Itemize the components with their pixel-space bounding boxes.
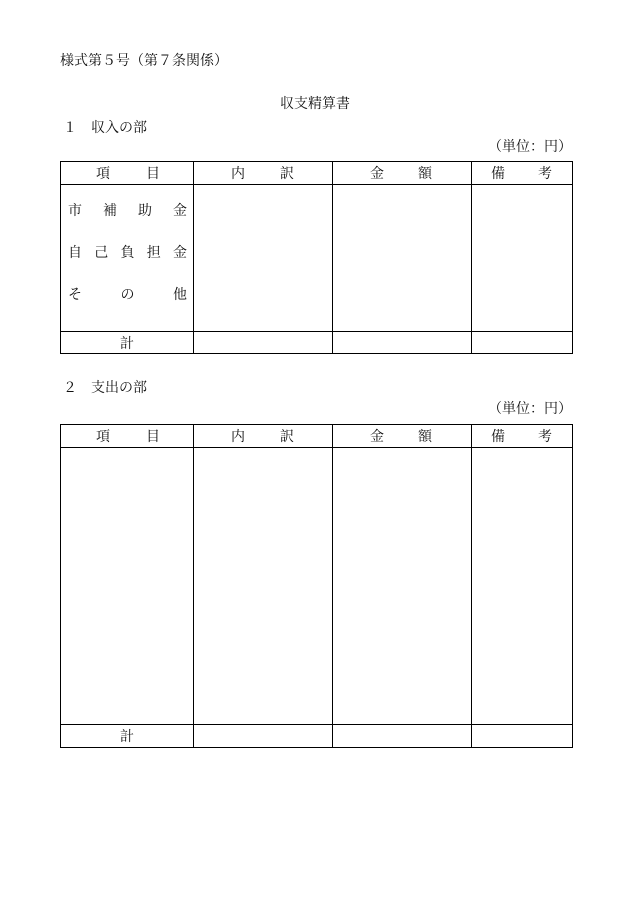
expense-total-amount-cell[interactable]	[333, 725, 472, 748]
header-char: 金	[370, 166, 384, 182]
income-header-remarks	[472, 162, 573, 185]
expense-header-breakdown	[194, 425, 333, 448]
expense-total-remarks-cell[interactable]	[472, 725, 573, 748]
expense-header-amount	[333, 425, 472, 448]
expense-total-breakdown-cell[interactable]	[194, 725, 333, 748]
header-char: 額	[418, 429, 432, 445]
income-amount-cell[interactable]	[333, 185, 472, 332]
income-total-remarks-cell[interactable]	[472, 332, 573, 354]
expense-header-item	[61, 425, 194, 448]
income-section-heading: １ 収入の部	[63, 120, 147, 136]
income-total-breakdown-cell[interactable]	[194, 332, 333, 354]
header-char: 内	[231, 166, 245, 182]
item-char: 自	[68, 245, 82, 261]
header-char: 備	[491, 166, 505, 182]
expense-unit-label: （単位：円）	[488, 401, 572, 417]
income-total-label: 計	[61, 332, 194, 354]
income-breakdown-cell[interactable]	[194, 185, 333, 332]
expense-total-label: 計	[61, 725, 194, 748]
income-remarks-cell[interactable]	[472, 185, 573, 332]
header-char: 目	[146, 166, 160, 182]
header-char: 考	[538, 166, 552, 182]
header-char: 目	[146, 429, 160, 445]
header-char: 考	[538, 429, 552, 445]
expense-total-row	[61, 725, 573, 748]
header-char: 項	[96, 429, 110, 445]
income-header-amount	[333, 162, 472, 185]
income-table	[60, 161, 573, 354]
expense-section-heading: ２ 支出の部	[63, 380, 147, 396]
income-items-cell	[61, 185, 194, 332]
item-char: 金	[173, 203, 187, 219]
header-char: 項	[96, 166, 110, 182]
header-char: 備	[491, 429, 505, 445]
item-char: 他	[173, 287, 187, 303]
expense-body-row	[61, 448, 573, 725]
item-char: 己	[94, 245, 109, 261]
form-number: 様式第５号（第７条関係）	[60, 53, 228, 69]
income-unit-label: （単位：円）	[488, 139, 572, 155]
header-char: 額	[418, 166, 432, 182]
header-char: 内	[231, 429, 245, 445]
item-char: 金	[173, 245, 187, 261]
income-item-city-subsidy	[68, 201, 187, 243]
item-char: 担	[146, 245, 161, 261]
expense-header-remarks	[472, 425, 573, 448]
income-header-item	[61, 162, 194, 185]
expense-remarks-cell[interactable]	[472, 448, 573, 725]
income-body-row	[61, 185, 573, 332]
header-char: 訳	[280, 429, 294, 445]
item-char: の	[120, 287, 135, 303]
item-char: 負	[120, 245, 135, 261]
income-header-breakdown	[194, 162, 333, 185]
expense-header-row	[61, 425, 573, 448]
expense-items-cell[interactable]	[61, 448, 194, 725]
income-total-row	[61, 332, 573, 354]
document-title: 収支精算書	[280, 96, 350, 112]
item-char: 補	[103, 203, 117, 219]
header-char: 訳	[280, 166, 294, 182]
header-char: 金	[370, 429, 384, 445]
income-header-row	[61, 162, 573, 185]
income-total-amount-cell[interactable]	[333, 332, 472, 354]
income-item-self-burden	[68, 243, 187, 285]
expense-table	[60, 424, 573, 748]
item-char: そ	[68, 287, 82, 303]
income-item-other	[68, 285, 187, 327]
expense-amount-cell[interactable]	[333, 448, 472, 725]
item-char: 助	[138, 203, 152, 219]
item-char: 市	[68, 203, 82, 219]
expense-breakdown-cell[interactable]	[194, 448, 333, 725]
